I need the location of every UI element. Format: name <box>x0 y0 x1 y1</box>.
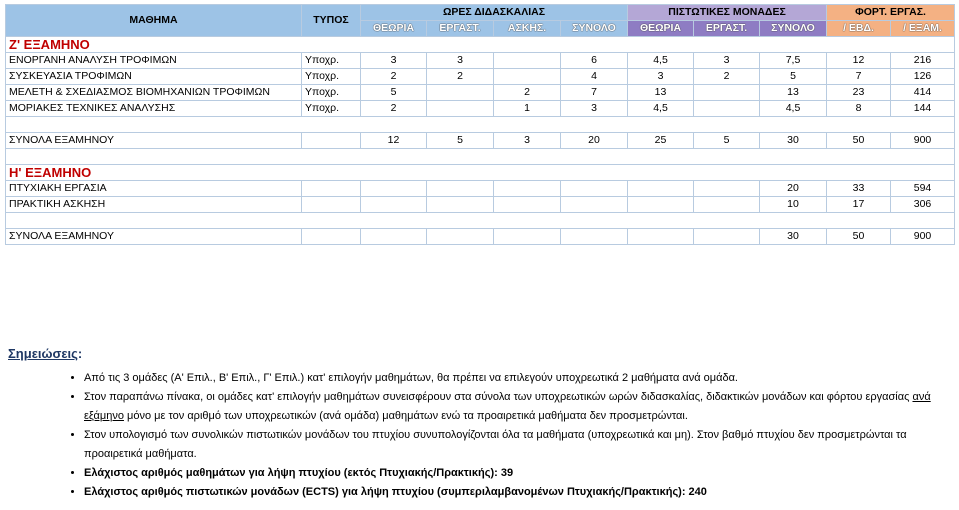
totals-row <box>6 229 955 245</box>
cell: 900 <box>891 229 955 245</box>
cell <box>694 229 760 245</box>
cell: 2 <box>427 69 494 85</box>
cell <box>302 229 361 245</box>
header-credit-units: ΠΙΣΤΩΤΙΚΕΣ ΜΟΝΑΔΕΣ <box>628 5 827 21</box>
table-row <box>6 69 955 85</box>
cell: 10 <box>760 197 827 213</box>
note-item: • Στον παραπάνω πίνακα, οι ομάδες κατ' επιλογήν μαθημάτων συνεισφέρουν στα σύνολα των υποχρεωτικών ωρών διδασκαλίας, διδακτικών μονάδων και φόρτου εργασίας ανά εξάμηνο μόνο με τον αριθμό των υποχρεωτικών (ανά ομάδα) μαθημάτων ενώ τα προαιρετικά μαθήματα δεν προσμετρώνται. <box>84 388 953 426</box>
spacer-row <box>6 149 955 165</box>
cell: 13 <box>628 85 694 101</box>
cell <box>302 133 361 149</box>
cell: 3 <box>694 53 760 69</box>
table-row <box>6 197 955 213</box>
course-type: Υποχρ. <box>302 101 361 117</box>
cell <box>494 69 561 85</box>
curriculum-table <box>5 4 955 245</box>
cell: 33 <box>827 181 891 197</box>
cell: 414 <box>891 85 955 101</box>
cell: 3 <box>427 53 494 69</box>
semester-h-title: Η' ΕΞΑΜΗΝΟ <box>6 165 955 181</box>
course-type: Υποχρ. <box>302 69 361 85</box>
subheader-lab-credits: ΕΡΓΑΣΤ. <box>694 21 760 37</box>
cell: 50 <box>827 133 891 149</box>
cell: 23 <box>827 85 891 101</box>
note-item-min-ects: • Ελάχιστος αριθμός πιστωτικών μονάδων (ECTS) για λήψη πτυχίου (συμπεριλαμβανομένων Πτυχιακής/Πρακτικής): 240 <box>84 483 953 502</box>
totals-row <box>6 133 955 149</box>
header-type: ΤΥΠΟΣ <box>302 5 361 37</box>
cell: 216 <box>891 53 955 69</box>
cell: 5 <box>427 133 494 149</box>
cell <box>628 197 694 213</box>
notes-section <box>8 344 953 502</box>
cell: 126 <box>891 69 955 85</box>
course-name: ΠΤΥΧΙΑΚΗ ΕΡΓΑΣΙΑ <box>6 181 302 197</box>
cell <box>427 101 494 117</box>
subheader-total-credits: ΣΥΝΟΛΟ <box>760 21 827 37</box>
subheader-per-week: / ΕΒΔ. <box>827 21 891 37</box>
cell: 900 <box>891 133 955 149</box>
cell: 13 <box>760 85 827 101</box>
cell: 3 <box>494 133 561 149</box>
cell <box>694 181 760 197</box>
cell <box>427 229 494 245</box>
cell: 2 <box>494 85 561 101</box>
cell: 5 <box>361 85 427 101</box>
cell: 3 <box>628 69 694 85</box>
cell: 17 <box>827 197 891 213</box>
subheader-theory-hours: ΘΕΩΡΙΑ <box>361 21 427 37</box>
cell: 7,5 <box>760 53 827 69</box>
notes-list <box>8 369 953 502</box>
cell: 12 <box>827 53 891 69</box>
header-teaching-hours: ΩΡΕΣ ΔΙΔΑΣΚΑΛΙΑΣ <box>361 5 628 21</box>
notes-title: Σημειώσεις: <box>8 346 83 361</box>
cell: 4,5 <box>628 53 694 69</box>
cell <box>427 197 494 213</box>
totals-label: ΣΥΝΟΛΑ ΕΞΑΜΗΝΟΥ <box>6 229 302 245</box>
cell <box>694 197 760 213</box>
cell: 5 <box>694 133 760 149</box>
table-row <box>6 53 955 69</box>
cell: 2 <box>361 101 427 117</box>
cell: 306 <box>891 197 955 213</box>
cell <box>494 229 561 245</box>
course-name: ΣΥΣΚΕΥΑΣΙΑ ΤΡΟΦΙΜΩΝ <box>6 69 302 85</box>
course-type: Υποχρ. <box>302 53 361 69</box>
subheader-total-hours: ΣΥΝΟΛΟ <box>561 21 628 37</box>
cell <box>361 197 427 213</box>
semester-z-title: Ζ' ΕΞΑΜΗΝΟ <box>6 37 955 53</box>
cell: 50 <box>827 229 891 245</box>
cell: 20 <box>760 181 827 197</box>
cell <box>427 85 494 101</box>
spacer-row <box>6 117 955 133</box>
cell <box>561 181 628 197</box>
cell: 7 <box>827 69 891 85</box>
cell: 6 <box>561 53 628 69</box>
cell: 2 <box>361 69 427 85</box>
cell <box>494 181 561 197</box>
cell: 4,5 <box>760 101 827 117</box>
cell: 5 <box>760 69 827 85</box>
cell <box>628 181 694 197</box>
cell: 25 <box>628 133 694 149</box>
course-name: ΜΕΛΕΤΗ & ΣΧΕΔΙΑΣΜΟΣ ΒΙΟΜΗΧΑΝΙΩΝ ΤΡΟΦΙΜΩΝ <box>6 85 302 101</box>
cell <box>302 181 361 197</box>
table-row <box>6 181 955 197</box>
cell <box>361 181 427 197</box>
course-name: ΕΝΟΡΓΑΝΗ ΑΝΑΛΥΣΗ ΤΡΟΦΙΜΩΝ <box>6 53 302 69</box>
subheader-exercise-hours: ΑΣΚΗΣ. <box>494 21 561 37</box>
cell: 30 <box>760 133 827 149</box>
cell: 8 <box>827 101 891 117</box>
cell <box>427 181 494 197</box>
course-type: Υποχρ. <box>302 85 361 101</box>
subheader-lab-hours: ΕΡΓΑΣΤ. <box>427 21 494 37</box>
cell <box>694 85 760 101</box>
cell <box>561 229 628 245</box>
table-row <box>6 101 955 117</box>
cell: 30 <box>760 229 827 245</box>
cell: 1 <box>494 101 561 117</box>
cell <box>628 229 694 245</box>
cell: 20 <box>561 133 628 149</box>
header-work-load: ΦΟΡΤ. ΕΡΓΑΣ. <box>827 5 955 21</box>
cell: 7 <box>561 85 628 101</box>
cell <box>494 197 561 213</box>
cell: 144 <box>891 101 955 117</box>
subheader-theory-credits: ΘΕΩΡΙΑ <box>628 21 694 37</box>
note-item: • Από τις 3 ομάδες (Α' Επιλ., Β' Επιλ., Γ' Επιλ.) κατ' επιλογήν μαθημάτων, θα πρέπει να επιλεγούν υποχρεωτικά 2 μαθήματα ανά ομάδα. <box>84 369 953 388</box>
cell <box>561 197 628 213</box>
cell <box>302 197 361 213</box>
cell: 4,5 <box>628 101 694 117</box>
cell: 3 <box>361 53 427 69</box>
cell: 2 <box>694 69 760 85</box>
cell <box>494 53 561 69</box>
cell <box>361 229 427 245</box>
header-course: ΜΑΘΗΜΑ <box>6 5 302 37</box>
course-name: ΜΟΡΙΑΚΕΣ ΤΕΧΝΙΚΕΣ ΑΝΑΛΥΣΗΣ <box>6 101 302 117</box>
cell: 594 <box>891 181 955 197</box>
spacer-row <box>6 213 955 229</box>
cell <box>694 101 760 117</box>
subheader-per-semester: / ΕΞΑΜ. <box>891 21 955 37</box>
note-item: • Στον υπολογισμό των συνολικών πιστωτικών μονάδων του πτυχίου συνυπολογίζονται όλα τα μαθήματα (υποχρεωτικά και μη). Στον βαθμό πτυχίου δεν προσμετρώνται τα προαιρετικά μαθήματα. <box>84 426 953 464</box>
cell: 12 <box>361 133 427 149</box>
cell: 3 <box>561 101 628 117</box>
cell: 4 <box>561 69 628 85</box>
note-item-min-courses: • Ελάχιστος αριθμός μαθημάτων για λήψη πτυχίου (εκτός Πτυχιακής/Πρακτικής): 39 <box>84 464 953 483</box>
totals-label: ΣΥΝΟΛΑ ΕΞΑΜΗΝΟΥ <box>6 133 302 149</box>
table-row <box>6 85 955 101</box>
course-name: ΠΡΑΚΤΙΚΗ ΑΣΚΗΣΗ <box>6 197 302 213</box>
